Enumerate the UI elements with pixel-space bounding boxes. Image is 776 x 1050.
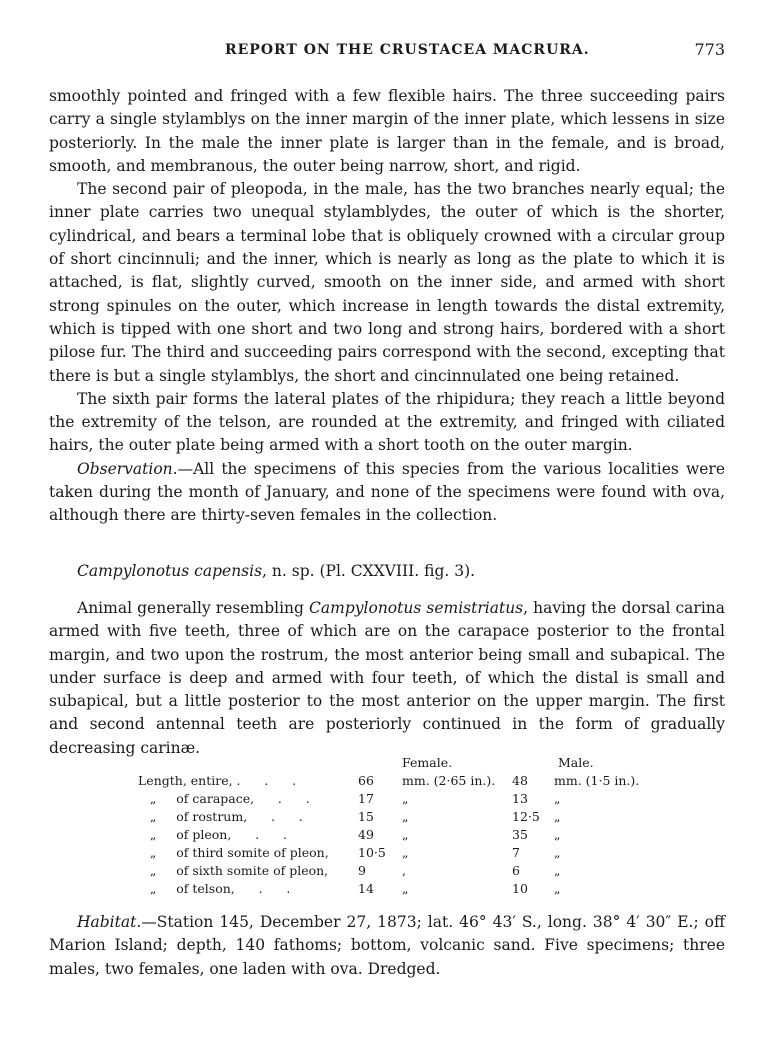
female-value: 17	[358, 791, 374, 806]
measurement-label: „ of sixth somite of pleon,	[138, 863, 329, 878]
measurement-row	[138, 806, 639, 824]
male-unit: mm. (1·5 in.).	[554, 773, 640, 788]
male-unit: „	[554, 827, 561, 842]
measurement-label: Length, entire, . . .	[138, 773, 297, 788]
description-post: , having the dorsal carina armed with five teeth, three of which are on the carapace posterior to the frontal margin, and two upon the rostrum, the most anterior being small and subapical. The under surface is deep and armed with four teeth, of which the distal is small and subapical, but a little posterior to the most anterior on the upper margin. The first and second antennal teeth are posteriorly continued in the form of gradually decreasing carinæ.	[49, 599, 726, 757]
female-value: 14	[358, 881, 374, 896]
page-header	[49, 42, 725, 64]
species-heading	[77, 562, 475, 580]
male-value: 7	[512, 845, 520, 860]
measurements-header-row	[138, 752, 639, 770]
female-unit: mm. (2·65 in.).	[402, 773, 496, 788]
running-title: REPORT ON THE CRUSTACEA MACRURA.	[225, 42, 590, 58]
female-unit: „	[402, 827, 409, 842]
observation-label: Observation.	[77, 459, 178, 478]
female-value: 9	[358, 863, 366, 878]
male-value: 10	[512, 881, 528, 896]
male-value: 13	[512, 791, 528, 806]
female-unit: „	[402, 809, 409, 824]
species-name: Campylonotus capensis	[77, 562, 263, 580]
female-value: 10·5	[358, 845, 386, 860]
male-unit: „	[554, 809, 561, 824]
measurement-row	[138, 860, 639, 878]
male-value: 35	[512, 827, 528, 842]
male-unit: „	[554, 863, 561, 878]
measurement-label: „ of telson, . .	[138, 881, 291, 896]
habitat-label: Habitat.	[77, 913, 142, 931]
measurement-label: „ of third somite of pleon,	[138, 845, 329, 860]
female-header: Female.	[402, 755, 453, 770]
species-description	[49, 597, 725, 760]
observation-text: —All the specimens of this species from the various localities were taken during the month of January, and none of the specimens were found with ova, although there are thirty-seven females in the collection.	[49, 459, 725, 525]
measurements-table	[138, 752, 639, 896]
female-value: 66	[358, 773, 374, 788]
female-unit: „	[402, 881, 409, 896]
male-unit: „	[554, 845, 561, 860]
female-unit: ,	[402, 863, 406, 878]
male-unit: „	[554, 791, 561, 806]
male-unit: „	[554, 881, 561, 896]
measurement-row	[138, 878, 639, 896]
page-number: 773	[694, 40, 725, 59]
paragraph-sixth-pair: The sixth pair forms the lateral plates of the rhipidura; they reach a little beyond the extremity of the telson, are rounded at the extremity, and fringed with ciliated hairs, the outer plate being armed with a short tooth on the outer margin.	[49, 389, 725, 455]
female-value: 15	[358, 809, 374, 824]
species-plate-ref: , n. sp. (Pl. CXXVIII. fig. 3).	[262, 562, 476, 580]
description-paragraph	[49, 597, 725, 760]
female-unit: „	[402, 791, 409, 806]
measurement-row	[138, 788, 639, 806]
description-ref-species: Campylonotus semistriatus	[309, 599, 524, 617]
habitat-text: —Station 145, December 27, 1873; lat. 46° 43′ S., long. 38° 4′ 30″ E.; off Marion Island; depth, 140 fathoms; bottom, volcanic sand. Five specimens; three males, two females, one laden with ova. Dredged.	[49, 913, 725, 978]
male-value: 6	[512, 863, 520, 878]
measurement-label: „ of rostrum, . .	[138, 809, 303, 824]
measurement-row	[138, 770, 639, 788]
female-unit: „	[402, 845, 409, 860]
measurement-label: „ of pleon, . .	[138, 827, 287, 842]
measurement-row	[138, 824, 639, 842]
habitat-paragraph	[49, 911, 725, 981]
male-value: 48	[512, 773, 528, 788]
male-value: 12·5	[512, 809, 540, 824]
paragraph-pleopoda-second: The second pair of pleopoda, in the male, has the two branches nearly equal; the inner plate carries two unequal stylamblydes, the outer of which is the shorter, cylindrical, and bears a terminal lobe that is obliquely crowned with a circular group of short cincinnuli; and the inner, which is nearly as long as the plate to which it is attached, is flat, slightly curved, smooth on the inner side, and armed with short strong spinules on the outer, which increase in length towards the distal extremity, which is tipped with one short and two long and strong hairs, bordered with a short pilose fur. The third and succeeding pairs correspond with the second, excepting that there is but a single stylamblys, the short and cincinnulated one being retained.	[49, 180, 725, 385]
measurement-row	[138, 842, 639, 860]
female-value: 49	[358, 827, 374, 842]
body-text	[49, 85, 725, 528]
habitat-text-block	[49, 911, 725, 981]
paragraph-observation	[49, 458, 725, 528]
male-header: Male.	[558, 755, 594, 770]
measurement-label: „ of carapace, . .	[138, 791, 310, 806]
paragraph-pleopoda-first: smoothly pointed and fringed with a few flexible hairs. The three succeeding pairs carry a single stylamblys on the inner margin of the inner plate, which lessens in size posteriorly. In the male the inner plate is larger than in the female, and is broad, smooth, and membranous, the outer being narrow, short, and rigid.	[49, 87, 725, 175]
description-pre: Animal generally resembling	[77, 599, 310, 617]
